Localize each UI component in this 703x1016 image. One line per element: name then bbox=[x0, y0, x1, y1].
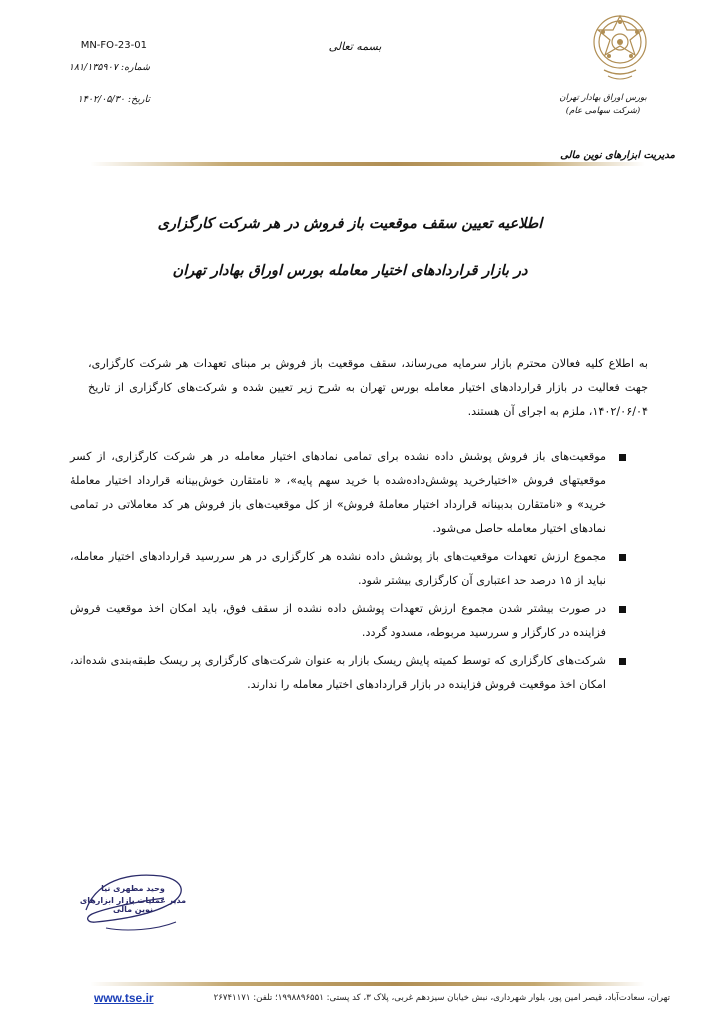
list-item-text: در صورت بیشتر شدن مجموع ارزش تعهدات پوشش داده نشده از سقف فوق، باید امکان اخذ موقعیت فروش فزاینده در کارگزار و سررسید مربوطه، مسدود گردد. bbox=[70, 602, 606, 639]
bullet-square-icon bbox=[619, 658, 626, 665]
bullet-square-icon bbox=[619, 454, 626, 461]
list-item-text: مجموع ارزش تعهدات موقعیت‌های باز پوشش داده نشده هر کارگزاری در هر سررسید قراردادهای اختیار معامله، نباید از ۱۵ درصد حد اعتباری آن کارگزاری بیشتر شود. bbox=[70, 550, 606, 587]
intro-paragraph: به اطلاع کلیه فعالان محترم بازار سرمایه می‌رساند، سقف موقعیت باز فروش بر مبنای تعهدات هر شرکت کارگزاری، جهت فعالیت در بازار قراردادهای اختیار معامله بورس تهران به شرح زیر تعیین شده و شرکت‌های کارگزاری از تاریخ ۱۴۰۲/۰۶/۰۴، ملزم به اجرای آن هستند. bbox=[88, 357, 648, 418]
signatory-position: مدیر عملیات بازار ابزارهای نوین مالی bbox=[79, 896, 187, 914]
requirements-list bbox=[70, 445, 630, 701]
footer-address: تهران، سعادت‌آباد، قیصر امین پور، بلوار شهرداری، نبش خیابان سیزدهم غربی، پلاک ۳، کد پستی: ۱۹۹۸۸۹۶۵۵۱؛ تلفن: ۲۶۷۴۱۱۷۱ bbox=[213, 993, 670, 1003]
bullet-square-icon bbox=[619, 606, 626, 613]
form-code: MN-FO-23-01 bbox=[80, 40, 147, 51]
list-item bbox=[70, 445, 630, 541]
tse-logo bbox=[590, 8, 650, 86]
list-item bbox=[70, 545, 630, 593]
list-item-text: شرکت‌های کارگزاری که توسط کمیته پایش ریسک بازار به عنوان شرکت‌های کارگزاری پر ریسک طبقه‌بندی شده‌اند، امکان اخذ موقعیت فروش فزاینده در بازار قراردادهای اختیار معامله را ندارند. bbox=[70, 654, 606, 691]
organization-name-line1: بورس اوراق بهادار تهران bbox=[559, 93, 647, 103]
letter-number bbox=[62, 62, 150, 73]
letter-date-value: ۱۴۰۲/۰۵/۳۰ bbox=[77, 94, 125, 105]
organization-name bbox=[548, 92, 658, 118]
header-divider bbox=[90, 162, 645, 166]
signatory-name: وحید مطهری نیا bbox=[101, 884, 165, 893]
letter-date-label: تاریخ: bbox=[127, 94, 150, 105]
letter-number-value: ۱۸۱/۱۳۵۹۰۷ bbox=[68, 62, 118, 73]
bullet-square-icon bbox=[619, 554, 626, 561]
title-line-2: در بازار قراردادهای اختیار معامله بورس اوراق بهادار تهران bbox=[172, 262, 528, 279]
department-name: مدیریت ابزارهای نوین مالی bbox=[560, 150, 675, 161]
list-item-text: موقعیت‌های باز فروش پوشش داده نشده برای تمامی نمادهای اختیار معامله در هر شرکت کارگزاری، از کسر موقعیتهای فروش «اختیارخرید پوشش‌داده‌شده با خرید سهم پایه»، « نامتقارن خوش‌بینانه قرارداد اختیار معاملهٔ خرید» و «نامتقارن بدبینانه قرارداد اختیار معاملهٔ فروش» از کل موقعیت‌های باز فروش هر کد معاملاتی در تمامی نمادهای اختیار معامله حاصل می‌شود. bbox=[70, 450, 606, 535]
footer-divider bbox=[90, 982, 645, 986]
website-link[interactable]: www.tse.ir bbox=[94, 991, 154, 1005]
title-line-1: اطلاعیه تعیین سقف موقعیت باز فروش در هر شرکت کارگزاری bbox=[157, 215, 543, 232]
letter-number-label: شماره: bbox=[120, 62, 150, 73]
list-item bbox=[70, 649, 630, 697]
list-item bbox=[70, 597, 630, 645]
bismillah-heading: بسمه تعالی bbox=[328, 40, 382, 53]
organization-name-line2: (شرکت سهامی عام) bbox=[565, 106, 641, 116]
letter-date bbox=[62, 94, 150, 105]
